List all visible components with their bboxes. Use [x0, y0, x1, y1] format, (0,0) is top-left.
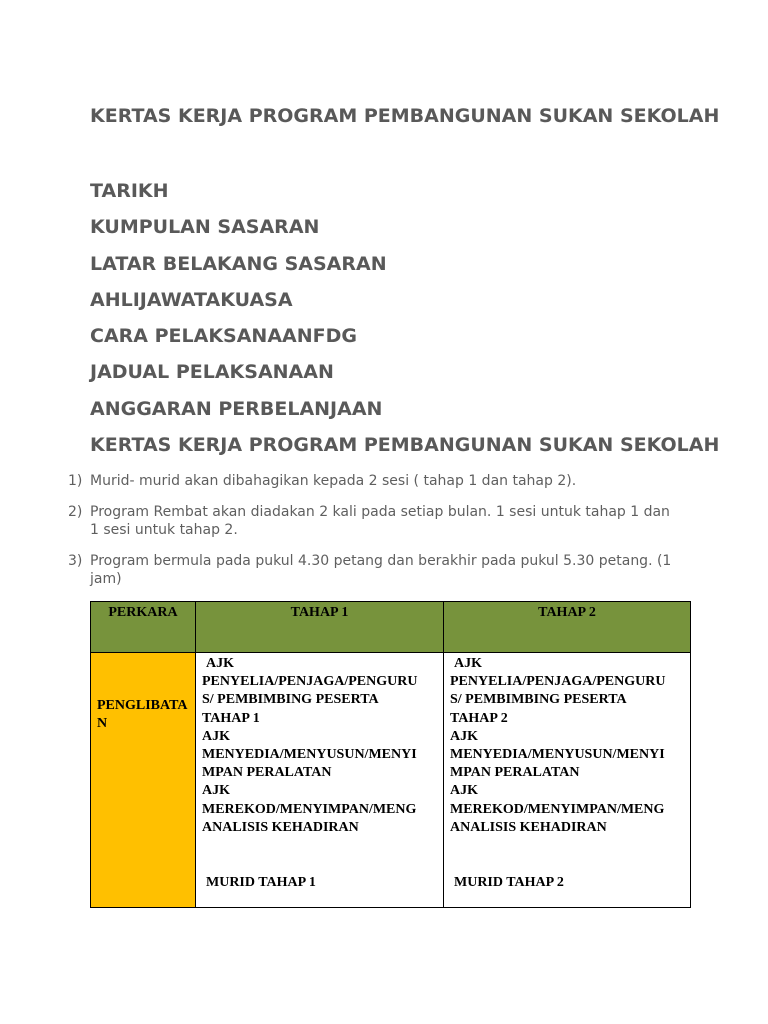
heading-kumpulan-sasaran: KUMPULAN SASARAN	[90, 216, 320, 238]
cell-line: AJK	[450, 783, 478, 799]
heading-ahli-jawatankuasa: AHLIJAWATAKUASA	[90, 289, 293, 311]
cell-line: PENYELIA/PENJAGA/PENGURU	[202, 674, 418, 690]
header-perkara	[91, 602, 196, 653]
cell-line: TAHAP 1	[202, 710, 260, 726]
list-text: Program bermula pada pukul 4.30 petang dan berakhir pada pukul 5.30 petang. (1 jam)	[90, 553, 672, 587]
cell-line: ANALISIS KEHADIRAN	[202, 819, 359, 835]
murid-label: MURID TAHAP 2	[454, 875, 564, 890]
cell-line: AJK	[202, 783, 230, 799]
penglibatan-table	[90, 601, 691, 908]
heading-cara-pelaksanaan: CARA PELAKSANAANFDG	[90, 325, 357, 347]
document-title: KERTAS KERJA PROGRAM PEMBANGUNAN SUKAN SEKOLAH	[90, 105, 720, 127]
list-number: 2)	[68, 504, 83, 520]
heading-jadual-pelaksanaan: JADUAL PELAKSANAAN	[90, 361, 334, 383]
cell-line: AJK	[454, 656, 482, 671]
cell-line: AJK	[202, 728, 230, 744]
header-label: TAHAP 1	[290, 605, 349, 620]
cell-line: MPAN PERALATAN	[450, 765, 580, 781]
list-item	[68, 552, 678, 588]
cell-line: TAHAP 2	[450, 710, 508, 726]
list-number: 3)	[68, 553, 83, 569]
row-label: PENGLIBATAN	[97, 698, 188, 731]
cell-line: MENYEDIA/MENYUSUN/MENYI	[450, 747, 665, 763]
list-item	[68, 472, 678, 490]
cell-line: MENYEDIA/MENYUSUN/MENYI	[202, 747, 417, 763]
header-label: PERKARA	[108, 605, 178, 620]
list-item	[68, 503, 678, 539]
table-row	[91, 653, 691, 908]
header-label: TAHAP 2	[538, 605, 596, 620]
header-tahap-1	[196, 602, 444, 653]
cell-line: AJK	[450, 728, 478, 744]
cell-line: ANALISIS KEHADIRAN	[450, 819, 607, 835]
list-text: Murid- murid akan dibahagikan kepada 2 sesi ( tahap 1 dan tahap 2).	[90, 473, 577, 489]
list-number: 1)	[68, 473, 83, 489]
list-text: Program Rembat akan diadakan 2 kali pada setiap bulan. 1 sesi untuk tahap 1 dan 1 sesi untuk tahap 2.	[90, 504, 670, 538]
tahap-2-cell	[444, 653, 691, 908]
row-label-cell	[91, 653, 196, 908]
cell-line: MEREKOD/MENYIMPAN/MENG	[202, 801, 417, 817]
cell-line: PENYELIA/PENJAGA/PENGURU	[450, 674, 666, 690]
heading-latar-belakang: LATAR BELAKANG SASARAN	[90, 253, 387, 275]
heading-tarikh: TARIKH	[90, 180, 169, 202]
murid-label: MURID TAHAP 1	[206, 875, 316, 890]
cell-line: AJK	[206, 656, 234, 671]
cell-line: MPAN PERALATAN	[202, 765, 332, 781]
cell-line: S/ PEMBIMBING PESERTA	[202, 692, 379, 708]
tahap-1-cell	[196, 653, 444, 908]
table-header-row	[91, 602, 691, 653]
cell-line: S/ PEMBIMBING PESERTA	[450, 692, 627, 708]
header-tahap-2	[444, 602, 691, 653]
cell-line: MEREKOD/MENYIMPAN/MENG	[450, 801, 665, 817]
heading-anggaran-perbelanjaan: ANGGARAN PERBELANJAAN	[90, 398, 383, 420]
heading-kertas-kerja: KERTAS KERJA PROGRAM PEMBANGUNAN SUKAN SEKOLAH	[90, 434, 720, 456]
